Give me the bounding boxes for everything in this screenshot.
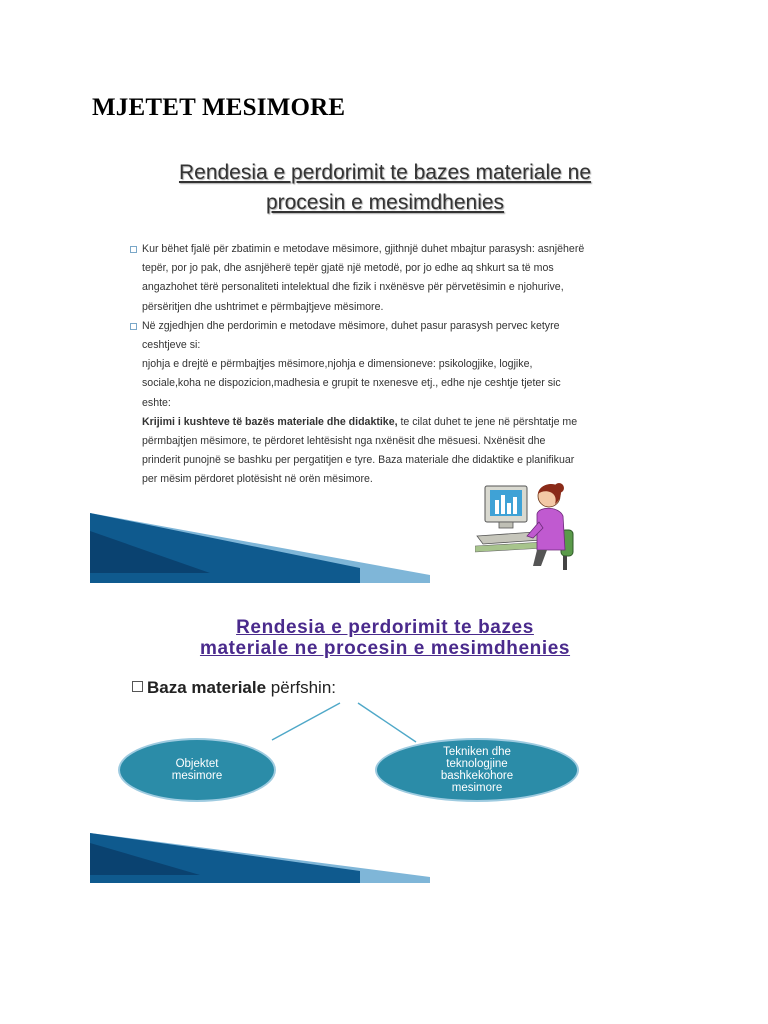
bullet-2-line: Në zgjedhjen dhe perdorimin e metodave mësimore, duhet pasur parasysh pervec ketyre — [142, 319, 560, 332]
bullet-2-line: ceshtjeve si: — [142, 339, 201, 352]
bullet-2 — [130, 317, 650, 490]
oval-2-line: teknologjine — [446, 758, 508, 770]
oval-objektet-mesimore — [118, 738, 276, 802]
slide-2-title-line-2: materiale ne procesin e mesimdhenies — [199, 638, 571, 659]
page-title: MJETET MESIMORE — [92, 94, 346, 121]
oval-2-line: bashkekohore — [440, 770, 514, 782]
slide-1-title — [90, 158, 680, 218]
baza-bold: Baza materiale — [147, 678, 267, 697]
bullet-2-line: njohja e drejtë e përmbajtjes mësimore,njohja e dimensioneve: psikologjike, logjike, — [142, 358, 533, 371]
bullet-2-bold-text: Krijimi i kushteve të bazës materiale dhe didaktike, — [142, 415, 398, 428]
oval-1-line: mesimore — [171, 770, 223, 782]
connector-right — [358, 703, 416, 742]
bullet-2-line: eshte: — [142, 396, 171, 409]
slide-1-title-line-1: Rendesia e perdorimit te bazes materiale ne — [178, 161, 592, 184]
bullet-2-after-bold: te cilat duhet te jene në përshtatje me — [397, 415, 578, 428]
bullet-1 — [130, 240, 650, 317]
oval-tekniken-teknologjine — [375, 738, 579, 802]
slide-1 — [90, 140, 680, 583]
baza-rest: përfshin: — [266, 678, 337, 697]
bullet-1-line: Kur bëhet fjalë për zbatimin e metodave mësimore, gjithnjë duhet mbajtur parasysh: asnjëherë — [142, 243, 585, 255]
bullet-2-line-bold — [142, 413, 650, 432]
square-bullet-icon — [130, 323, 137, 330]
bullet-2-line: sociale,koha ne dispozicion,madhesia e grupit te nxenesve etj., edhe nje ceshtje tjeter sic — [142, 377, 561, 390]
connector-left — [272, 703, 340, 740]
oval-2-line: Tekniken dhe — [443, 746, 511, 758]
slide-2 — [90, 605, 680, 883]
decorative-wedge — [90, 833, 680, 883]
oval-2-line: mesimore — [451, 782, 503, 794]
bullet-1-line: përsëritjen dhe ushtrimet e përmbajtjeve mësimore. — [142, 300, 384, 313]
bullet-2-line: per mësim përdoret plotësisht në orën mësimore. — [142, 473, 373, 486]
bullet-2-line: përmbajtjen mësimore, te përdoret lehtësisht nga nxënësit dhe mësuesi. Nxënësit dhe — [142, 435, 546, 448]
square-bullet-icon — [130, 246, 137, 253]
slide-1-title-line-2: procesin e mesimdhenies — [265, 191, 505, 214]
bullet-1-line: angazhohet tërë personaliteti intelektual dhe fizik i nxënësve për përvetësimin e njohurive, — [142, 281, 564, 294]
bullet-1-line: tepër, por jo pak, dhe asnjëherë tepër gjatë një metodë, por jo edhe aq shkurt sa të mos — [142, 262, 554, 275]
oval-1-line: Objektet — [175, 758, 219, 770]
slide-2-title-line-1: Rendesia e perdorimit te bazes — [236, 617, 534, 638]
slide-1-bullets — [130, 240, 650, 490]
bullet-2-line: prinderit punojnë se bashku per pergatitjen e tyre. Baza materiale dhe didaktike e planifikuar — [142, 454, 575, 467]
decorative-wedge — [90, 513, 680, 583]
